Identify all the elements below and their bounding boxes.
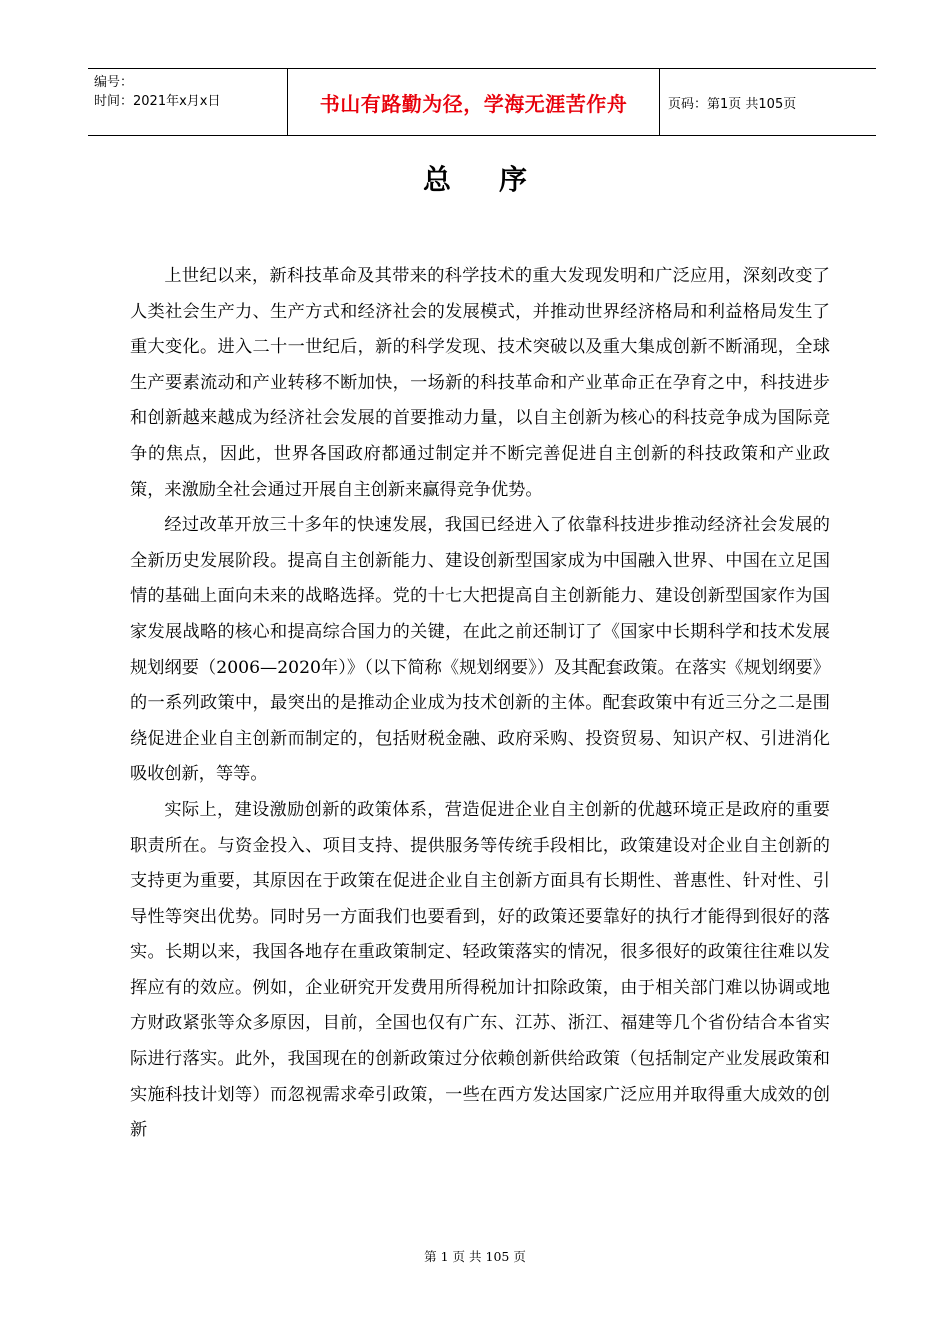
page-title: 总序 <box>422 163 575 196</box>
paragraph-2: 经过改革开放三十多年的快速发展，我国已经进入了依靠科技进步推动经济社会发展的全新历史发展阶段。提高自主创新能力、建设创新型国家成为中国融入世界、中国在立足国情的基础上面向未来的战略选择。党的十七大把提高自主创新能力、建设创新型国家作为国家发展战略的核心和提高综合国力的关键，在此之前还制订了《国家中长期科学和技术发展规划纲要（2006—2020年）》（以下简称《规划纲要》）及其配套政策。在落实《规划纲要》的一系列政策中，最突出的是推动企业成为技术创新的主体。配套政策中有近三分之二是围绕促进企业自主创新而制定的，包括财税金融、政府采购、投资贸易、知识产权、引进消化吸收创新，等等。 <box>130 515 830 785</box>
header-page-info: 页码：第1页 共105页 <box>668 96 797 112</box>
time-label: 时间：2021年x月x日 <box>94 94 221 109</box>
page-header <box>88 68 876 136</box>
page-footer: 第 1 页 共 105 页 <box>424 1249 526 1264</box>
body-text <box>130 259 830 1149</box>
header-meta <box>88 69 288 135</box>
paragraph-3: 实际上，建设激励创新的政策体系，营造促进企业自主创新的优越环境正是政府的重要职责所在。与资金投入、项目支持、提供服务等传统手段相比，政策建设对企业自主创新的支持更为重要，其原因在于政策在促进企业自主创新方面具有长期性、普惠性、针对性、引导性等突出优势。同时另一方面我们也要看到，好的政策还要靠好的执行才能得到很好的落实。长期以来，我国各地存在重政策制定、轻政策落实的情况，很多很好的政策往往难以发挥应有的效应。例如，企业研究开发费用所得税加计扣除政策，由于相关部门难以协调或地方财政紧张等众多原因，目前，全国也仅有广东、江苏、浙江、福建等几个省份结合本省实际进行落实。此外，我国现在的创新政策过分依赖创新供给政策（包括制定产业发展政策和实施科技计划等）而忽视需求牵引政策，一些在西方发达国家广泛应用并取得重大成效的创新 <box>130 799 830 1141</box>
header-motto: 书山有路勤为径，学海无涯苦作舟 <box>288 69 660 135</box>
number-label: 编号： <box>94 75 134 90</box>
paragraph-1: 上世纪以来，新科技革命及其带来的科学技术的重大发现发明和广泛应用，深刻改变了人类社会生产力、生产方式和经济社会的发展模式，并推动世界经济格局和利益格局发生了重大变化。进入二十一世纪后，新的科学发现、技术突破以及重大集成创新不断涌现，全球生产要素流动和产业转移不断加快，一场新的科技革命和产业革命正在孕育之中，科技进步和创新越来越成为经济社会发展的首要推动力量，以自主创新为核心的科技竞争成为国际竞争的焦点，因此，世界各国政府都通过制定并不断完善促进自主创新的科技政策和产业政策，来激励全社会通过开展自主创新来赢得竞争优势。 <box>130 266 830 500</box>
